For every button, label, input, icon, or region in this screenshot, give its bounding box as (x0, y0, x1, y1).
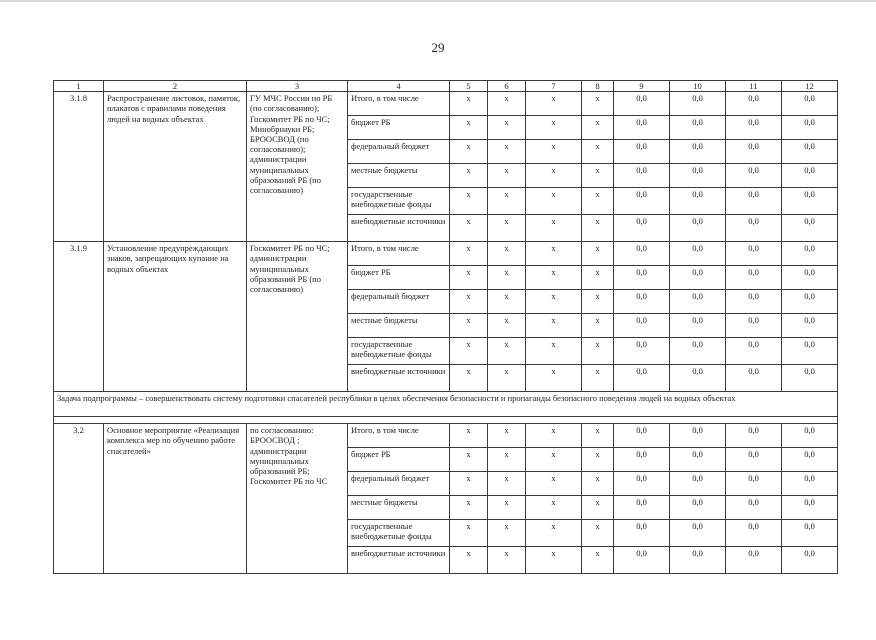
item-name: Основное мероприятие «Реализация комплекса мер по обучению работе спасателей» (104, 424, 247, 574)
header-cell: 6 (488, 81, 526, 92)
header-cell: 2 (104, 81, 247, 92)
funding-source: бюджет РБ (348, 266, 450, 290)
value-cell: x (582, 448, 614, 472)
value-cell: x (450, 215, 488, 242)
value-cell: x (526, 365, 582, 392)
value-cell: 0,0 (614, 92, 670, 116)
item-executors: по согласованию: БРООСВОД ; администрации муниципальных образований РБ; Госкомитет РБ по ЧС (247, 424, 348, 574)
value-cell: x (582, 116, 614, 140)
value-cell: 0,0 (614, 116, 670, 140)
value-cell: x (582, 314, 614, 338)
funding-source: Итого, в том числе (348, 92, 450, 116)
value-cell: 0,0 (726, 116, 782, 140)
value-cell: x (488, 290, 526, 314)
value-cell: x (582, 424, 614, 448)
page-number: 29 (431, 40, 445, 55)
value-cell: 0,0 (670, 92, 726, 116)
value-cell: x (450, 448, 488, 472)
item-name: Установление предупреждающих знаков, запрещающих купание на водных объектах (104, 242, 247, 392)
item-executors: ГУ МЧС России по РБ (по согласованию); Госкомитет РБ по ЧС; Минобрнауки РБ; БРООСВОД (по согласованию); администрации муниципальных образований РБ (по согласованию) (247, 92, 348, 242)
value-cell: 0,0 (726, 140, 782, 164)
item-executors: Госкомитет РБ по ЧС; администрации муниципальных образований РБ (по согласованию) (247, 242, 348, 392)
value-cell: 0,0 (670, 547, 726, 574)
scan-edge (0, 0, 876, 2)
value-cell: 0,0 (670, 338, 726, 365)
value-cell: x (488, 365, 526, 392)
value-cell: x (488, 164, 526, 188)
value-cell: x (488, 448, 526, 472)
header-cell: 5 (450, 81, 488, 92)
table-row (54, 92, 838, 116)
value-cell: 0,0 (782, 547, 838, 574)
value-cell: x (526, 92, 582, 116)
value-cell: x (526, 188, 582, 215)
value-cell: x (488, 92, 526, 116)
value-cell: 0,0 (726, 365, 782, 392)
value-cell: 0,0 (726, 92, 782, 116)
value-cell: x (582, 520, 614, 547)
value-cell: 0,0 (726, 164, 782, 188)
value-cell: x (526, 215, 582, 242)
value-cell: x (526, 314, 582, 338)
value-cell: x (488, 188, 526, 215)
value-cell: 0,0 (614, 424, 670, 448)
value-cell: 0,0 (614, 242, 670, 266)
value-cell: 0,0 (782, 448, 838, 472)
value-cell: x (450, 424, 488, 448)
value-cell: 0,0 (726, 448, 782, 472)
value-cell: 0,0 (614, 520, 670, 547)
value-cell: 0,0 (782, 424, 838, 448)
value-cell: 0,0 (782, 92, 838, 116)
value-cell: 0,0 (782, 164, 838, 188)
value-cell: 0,0 (782, 266, 838, 290)
funding-source: внебюджетные источники (348, 215, 450, 242)
value-cell: 0,0 (782, 242, 838, 266)
value-cell: x (450, 164, 488, 188)
value-cell: 0,0 (726, 472, 782, 496)
value-cell: 0,0 (670, 242, 726, 266)
value-cell: 0,0 (670, 188, 726, 215)
value-cell: 0,0 (614, 365, 670, 392)
value-cell: 0,0 (782, 140, 838, 164)
value-cell: 0,0 (614, 338, 670, 365)
header-cell: 4 (348, 81, 450, 92)
funding-source: внебюджетные источники (348, 365, 450, 392)
value-cell: 0,0 (614, 547, 670, 574)
value-cell: x (450, 266, 488, 290)
value-cell: 0,0 (670, 290, 726, 314)
value-cell: x (582, 188, 614, 215)
value-cell: x (526, 266, 582, 290)
header-cell: 7 (526, 81, 582, 92)
value-cell: x (488, 472, 526, 496)
value-cell: x (488, 140, 526, 164)
value-cell: x (582, 92, 614, 116)
task-text: Задача подпрограммы – совершенствовать систему подготовки спасателей республики в целях обеспечения безопасности и пропаганды безопасного поведения людей на водных объектах (54, 392, 838, 417)
header-cell: 11 (726, 81, 782, 92)
header-cell: 3 (247, 81, 348, 92)
value-cell: x (488, 116, 526, 140)
funding-source: Итого, в том числе (348, 424, 450, 448)
value-cell: x (450, 290, 488, 314)
value-cell: 0,0 (670, 164, 726, 188)
value-cell: x (450, 314, 488, 338)
value-cell: 0,0 (726, 424, 782, 448)
value-cell: 0,0 (670, 365, 726, 392)
value-cell: 0,0 (782, 215, 838, 242)
funding-source: федеральный бюджет (348, 472, 450, 496)
value-cell: x (582, 547, 614, 574)
value-cell: 0,0 (670, 472, 726, 496)
funding-source: государственные внебюджетные фонды (348, 338, 450, 365)
spacer-cell (54, 417, 838, 424)
value-cell: 0,0 (614, 188, 670, 215)
header-cell: 8 (582, 81, 614, 92)
value-cell: x (488, 520, 526, 547)
value-cell: 0,0 (726, 290, 782, 314)
value-cell: x (582, 215, 614, 242)
value-cell: 0,0 (614, 472, 670, 496)
funding-source: внебюджетные источники (348, 547, 450, 574)
header-cell: 9 (614, 81, 670, 92)
value-cell: x (526, 520, 582, 547)
value-cell: x (526, 472, 582, 496)
value-cell: x (450, 92, 488, 116)
value-cell: 0,0 (614, 448, 670, 472)
value-cell: x (526, 140, 582, 164)
value-cell: 0,0 (726, 496, 782, 520)
item-number: 3.1.8 (54, 92, 104, 242)
value-cell: x (582, 290, 614, 314)
value-cell: 0,0 (726, 242, 782, 266)
value-cell: x (450, 188, 488, 215)
funding-source: государственные внебюджетные фонды (348, 520, 450, 547)
spacer-row (54, 417, 838, 424)
value-cell: 0,0 (726, 520, 782, 547)
value-cell: 0,0 (670, 140, 726, 164)
value-cell: x (582, 140, 614, 164)
value-cell: x (582, 365, 614, 392)
value-cell: 0,0 (726, 215, 782, 242)
funding-source: бюджет РБ (348, 448, 450, 472)
value-cell: x (488, 242, 526, 266)
value-cell: x (582, 242, 614, 266)
value-cell: x (450, 338, 488, 365)
value-cell: 0,0 (726, 266, 782, 290)
value-cell: x (582, 472, 614, 496)
value-cell: 0,0 (614, 140, 670, 164)
table-row (54, 242, 838, 266)
funding-source: государственные внебюджетные фонды (348, 188, 450, 215)
value-cell: 0,0 (670, 448, 726, 472)
value-cell: 0,0 (782, 520, 838, 547)
table-row (54, 424, 838, 448)
value-cell: x (526, 424, 582, 448)
value-cell: x (488, 266, 526, 290)
program-table (53, 80, 838, 574)
value-cell: x (582, 338, 614, 365)
value-cell: 0,0 (782, 496, 838, 520)
value-cell: x (488, 338, 526, 365)
value-cell: 0,0 (670, 215, 726, 242)
value-cell: 0,0 (614, 266, 670, 290)
value-cell: x (526, 290, 582, 314)
value-cell: 0,0 (670, 314, 726, 338)
funding-source: федеральный бюджет (348, 290, 450, 314)
funding-source: Итого, в том числе (348, 242, 450, 266)
value-cell: x (450, 547, 488, 574)
task-row (54, 392, 838, 417)
item-number: 3.2 (54, 424, 104, 574)
value-cell: 0,0 (782, 365, 838, 392)
header-cell: 12 (782, 81, 838, 92)
header-row (54, 81, 838, 92)
value-cell: 0,0 (726, 338, 782, 365)
value-cell: 0,0 (782, 338, 838, 365)
value-cell: 0,0 (726, 547, 782, 574)
header-cell: 10 (670, 81, 726, 92)
value-cell: x (526, 164, 582, 188)
value-cell: 0,0 (782, 290, 838, 314)
value-cell: x (450, 116, 488, 140)
value-cell: x (526, 338, 582, 365)
value-cell: 0,0 (614, 215, 670, 242)
funding-source: местные бюджеты (348, 164, 450, 188)
funding-source: местные бюджеты (348, 496, 450, 520)
value-cell: 0,0 (726, 314, 782, 338)
value-cell: x (526, 116, 582, 140)
value-cell: x (526, 547, 582, 574)
value-cell: 0,0 (614, 496, 670, 520)
value-cell: x (582, 164, 614, 188)
value-cell: 0,0 (670, 496, 726, 520)
value-cell: 0,0 (614, 290, 670, 314)
value-cell: 0,0 (782, 314, 838, 338)
funding-source: местные бюджеты (348, 314, 450, 338)
value-cell: 0,0 (726, 188, 782, 215)
value-cell: 0,0 (782, 188, 838, 215)
value-cell: 0,0 (670, 424, 726, 448)
header-cell: 1 (54, 81, 104, 92)
value-cell: x (582, 266, 614, 290)
value-cell: 0,0 (782, 116, 838, 140)
value-cell: 0,0 (614, 314, 670, 338)
value-cell: x (450, 140, 488, 164)
value-cell: x (488, 496, 526, 520)
value-cell: x (450, 520, 488, 547)
value-cell: 0,0 (782, 472, 838, 496)
value-cell: x (450, 472, 488, 496)
value-cell: 0,0 (670, 520, 726, 547)
value-cell: x (488, 314, 526, 338)
item-number: 3.1.9 (54, 242, 104, 392)
value-cell: x (526, 242, 582, 266)
value-cell: 0,0 (614, 164, 670, 188)
value-cell: x (450, 365, 488, 392)
value-cell: 0,0 (670, 266, 726, 290)
funding-source: федеральный бюджет (348, 140, 450, 164)
table-body (54, 81, 838, 574)
value-cell: x (450, 242, 488, 266)
item-name: Распространение листовок, памяток, плакатов с правилами поведения людей на водных объектах (104, 92, 247, 242)
value-cell: x (526, 448, 582, 472)
value-cell: x (488, 424, 526, 448)
value-cell: 0,0 (670, 116, 726, 140)
value-cell: x (450, 496, 488, 520)
value-cell: x (526, 496, 582, 520)
value-cell: x (582, 496, 614, 520)
funding-source: бюджет РБ (348, 116, 450, 140)
value-cell: x (488, 215, 526, 242)
value-cell: x (488, 547, 526, 574)
